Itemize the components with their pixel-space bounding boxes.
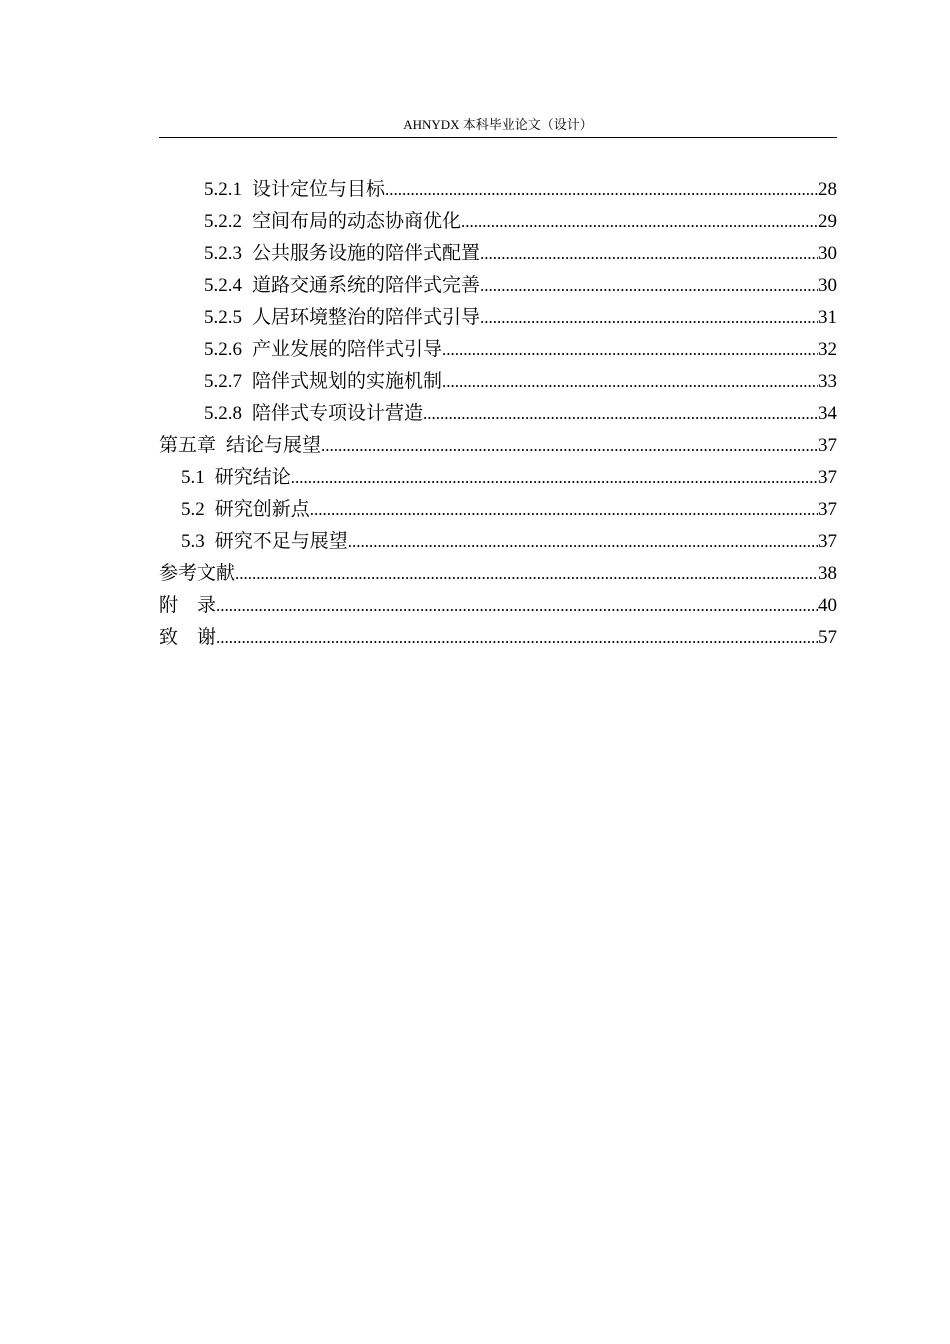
toc-entry-title: 研究不足与展望 (214, 530, 348, 552)
toc-dot-leader (235, 558, 818, 589)
toc-entry-page-number: 30 (818, 275, 837, 296)
toc-dot-leader (216, 590, 818, 621)
toc-entry[interactable] (159, 589, 837, 621)
toc-entry[interactable] (159, 461, 837, 493)
toc-entry-title: 结论与展望 (226, 434, 322, 456)
toc-dot-leader (480, 270, 818, 301)
table-of-contents (159, 173, 837, 653)
toc-entry-number: 5.2.7 (204, 371, 242, 392)
toc-dot-leader (321, 430, 818, 461)
toc-entry[interactable] (159, 301, 837, 333)
toc-entry-page-number: 37 (818, 467, 837, 488)
toc-dot-leader (291, 462, 818, 493)
header-rule (159, 137, 837, 138)
toc-dot-leader (480, 238, 818, 269)
toc-entry-title: 人居环境整治的陪伴式引导 (252, 306, 481, 328)
toc-entry[interactable] (159, 269, 837, 301)
toc-entry-title: 研究结论 (214, 466, 291, 488)
toc-dot-leader (480, 302, 818, 333)
toc-entry-title: 产业发展的陪伴式引导 (252, 338, 443, 360)
toc-entry[interactable] (159, 493, 837, 525)
toc-entry[interactable] (159, 525, 837, 557)
toc-entry-page-number: 33 (818, 371, 837, 392)
toc-entry-number: 5.2.2 (204, 211, 242, 232)
toc-entry[interactable] (159, 557, 837, 589)
toc-entry-title: 附 录 (159, 594, 217, 616)
toc-dot-leader (216, 622, 818, 653)
toc-entry-number: 5.3 (181, 531, 205, 552)
toc-entry[interactable] (159, 333, 837, 365)
toc-entry-title: 陪伴式专项设计营造 (252, 402, 424, 424)
toc-entry-page-number: 29 (818, 211, 837, 232)
toc-entry-page-number: 40 (818, 595, 837, 616)
toc-entry[interactable] (159, 365, 837, 397)
toc-entry-title: 致 谢 (159, 626, 217, 648)
toc-entry-title: 公共服务设施的陪伴式配置 (252, 242, 481, 264)
toc-dot-leader (442, 366, 818, 397)
toc-entry-title: 空间布局的动态协商优化 (252, 210, 462, 232)
toc-entry-page-number: 37 (818, 435, 837, 456)
toc-entry-page-number: 28 (818, 179, 837, 200)
toc-entry[interactable] (159, 621, 837, 653)
toc-entry-number: 5.2.1 (204, 179, 242, 200)
toc-entry-number: 5.2.4 (204, 275, 242, 296)
toc-entry-number: 5.2.3 (204, 243, 242, 264)
toc-entry-title: 参考文献 (159, 562, 236, 584)
toc-entry-number: 第五章 (159, 435, 217, 456)
toc-entry-page-number: 30 (818, 243, 837, 264)
toc-entry-page-number: 34 (818, 403, 837, 424)
toc-entry-number: 5.2.8 (204, 403, 242, 424)
toc-entry-number: 5.2 (181, 499, 205, 520)
toc-entry[interactable] (159, 429, 837, 461)
toc-entry-page-number: 31 (818, 307, 837, 328)
toc-entry[interactable] (159, 173, 837, 205)
toc-entry-number: 5.2.6 (204, 339, 242, 360)
toc-entry-title: 陪伴式规划的实施机制 (252, 370, 443, 392)
toc-entry-title: 道路交通系统的陪伴式完善 (252, 274, 481, 296)
toc-entry[interactable] (159, 205, 837, 237)
toc-entry-title: 研究创新点 (214, 498, 310, 520)
toc-entry[interactable] (159, 397, 837, 429)
toc-dot-leader (461, 206, 818, 237)
toc-dot-leader (442, 334, 818, 365)
toc-entry-page-number: 32 (818, 339, 837, 360)
toc-dot-leader (385, 174, 818, 205)
toc-entry-page-number: 37 (818, 531, 837, 552)
toc-dot-leader (423, 398, 818, 429)
toc-entry-page-number: 38 (818, 563, 837, 584)
toc-entry-number: 5.2.5 (204, 307, 242, 328)
page-header: AHNYDX 本科毕业论文（设计） (403, 117, 593, 132)
toc-entry-number: 5.1 (181, 467, 205, 488)
toc-entry-page-number: 57 (818, 627, 837, 648)
toc-entry-page-number: 37 (818, 499, 837, 520)
toc-entry[interactable] (159, 237, 837, 269)
toc-dot-leader (348, 526, 818, 557)
toc-entry-title: 设计定位与目标 (252, 178, 386, 200)
toc-dot-leader (310, 494, 818, 525)
